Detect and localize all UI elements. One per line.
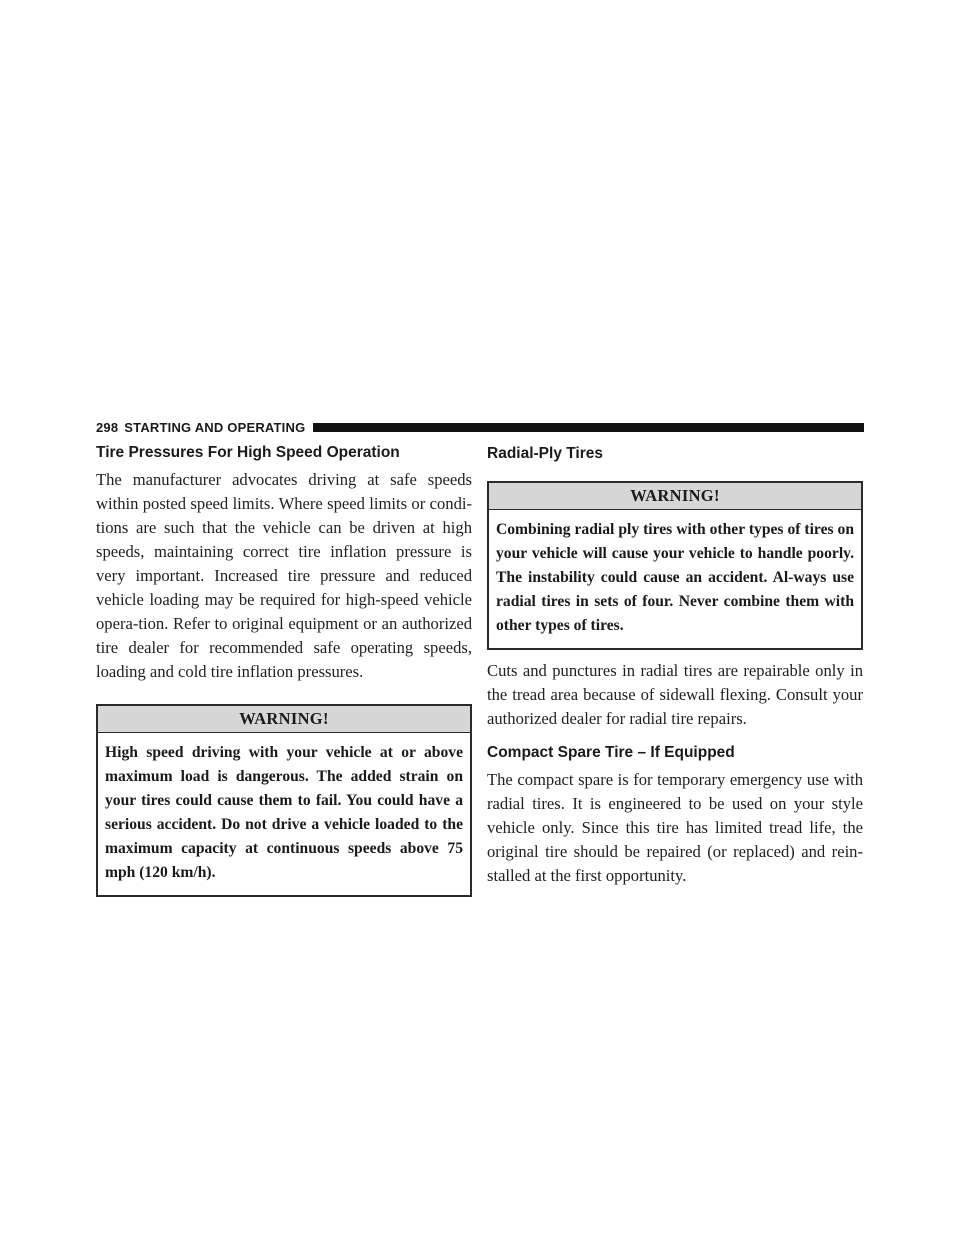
warning-title: WARNING!: [489, 483, 861, 510]
warning-box-radial: [487, 481, 863, 650]
page-header: [96, 419, 864, 435]
warning-text: Combining radial ply tires with other types of tires on your vehicle will cause your vehicle to handle poorly. The instability could cause an accident. Al-ways use radial tires in sets of four. Never combine them with other types of tires.: [496, 521, 854, 634]
heading-radial-ply: Radial-Ply Tires: [487, 445, 604, 462]
paragraph-compact-spare: The compact spare is for temporary emergency use with radial tires. It is engineered to be used on your style vehicle only. Since this tire has limited tread life, the original tire should be repaired (or replaced) and rein-stalled at the first opportunity.: [487, 770, 863, 885]
section-title: STARTING AND OPERATING: [124, 419, 306, 435]
paragraph-high-speed: The manufacturer advocates driving at safe speeds within posted speed limits. Where speed limits or condi-tions are such that the vehicle can be driven at high speeds, maintaining correct tire inflation pressure is very important. Increased tire pressure and reduced vehicle loading may be required for high-speed vehicle opera-tion. Refer to original equipment or an authorized tire dealer for recommended safe operating speeds, loading and cold tire inflation pressures.: [96, 470, 472, 681]
left-column: [96, 443, 472, 897]
warning-title: WARNING!: [98, 706, 470, 733]
right-column: [487, 444, 863, 888]
heading-high-speed: Tire Pressures For High Speed Operation: [96, 444, 400, 461]
heading-compact-spare: Compact Spare Tire – If Equipped: [487, 744, 735, 761]
header-rule: [313, 423, 864, 432]
warning-text: High speed driving with your vehicle at or above maximum load is dangerous. The added strain on your tires could cause them to fail. You could have a serious accident. Do not drive a vehicle loaded to the maximum capacity at continuous speeds above 75 mph (120 km/h).: [105, 744, 463, 881]
page-number: 298: [96, 419, 119, 435]
paragraph-radial: Cuts and punctures in radial tires are repairable only in the tread area because of sidewall flexing. Consult your authorized dealer for radial tire repairs.: [487, 661, 863, 728]
warning-box-high-speed: [96, 704, 472, 897]
